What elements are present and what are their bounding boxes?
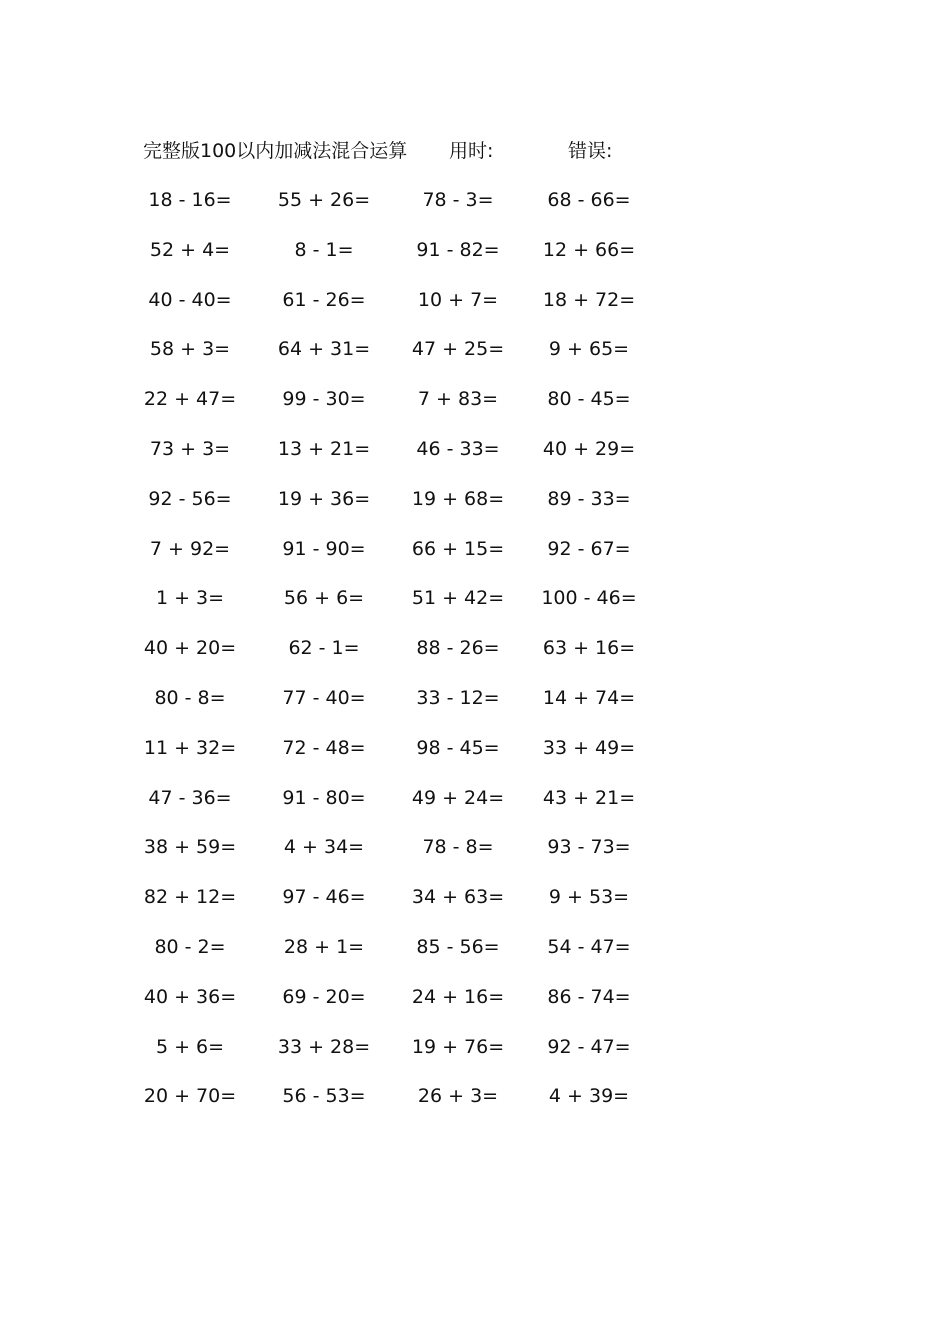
math-problem: 20 + 70= [143, 1085, 237, 1108]
problem-row [0, 1076, 950, 1126]
problem-row [0, 479, 950, 529]
math-problem: 13 + 21= [277, 437, 371, 460]
math-problem: 46 - 33= [416, 437, 500, 460]
math-problem: 73 + 3= [149, 437, 231, 460]
math-problem: 4 + 34= [283, 836, 365, 859]
math-problem: 40 + 29= [542, 437, 636, 460]
math-problem: 11 + 32= [143, 736, 237, 759]
math-problem: 33 + 49= [542, 736, 636, 759]
math-problem: 66 + 15= [411, 537, 505, 560]
math-problem: 93 - 73= [547, 836, 631, 859]
math-problem: 24 + 16= [411, 985, 505, 1008]
math-problem: 82 + 12= [143, 886, 237, 909]
math-problem: 89 - 33= [547, 487, 631, 510]
math-problem: 18 + 72= [542, 288, 636, 311]
math-problem: 33 + 28= [277, 1035, 371, 1058]
problem-row [0, 280, 950, 330]
math-problem: 51 + 42= [411, 587, 505, 610]
error-count-label: 错误: [568, 140, 613, 162]
math-problem: 97 - 46= [282, 886, 366, 909]
math-problem: 91 - 80= [282, 786, 366, 809]
problem-row [0, 329, 950, 379]
math-problem: 85 - 56= [416, 935, 500, 958]
time-used-label: 用时: [449, 140, 494, 162]
math-problem: 92 - 47= [547, 1035, 631, 1058]
math-problem: 91 - 90= [282, 537, 366, 560]
problem-grid [0, 180, 950, 1126]
problem-row [0, 578, 950, 628]
math-problem: 40 - 40= [148, 288, 232, 311]
problem-row [0, 1027, 950, 1077]
math-problem: 56 + 6= [283, 587, 365, 610]
problem-row [0, 529, 950, 579]
math-problem: 64 + 31= [277, 338, 371, 361]
problem-row [0, 379, 950, 429]
math-problem: 98 - 45= [416, 736, 500, 759]
math-problem: 43 + 21= [542, 786, 636, 809]
problem-row [0, 678, 950, 728]
math-problem: 7 + 92= [149, 537, 231, 560]
math-problem: 19 + 36= [277, 487, 371, 510]
math-problem: 80 - 2= [154, 935, 226, 958]
problem-row [0, 927, 950, 977]
problem-row [0, 429, 950, 479]
problem-row [0, 628, 950, 678]
math-problem: 49 + 24= [411, 786, 505, 809]
math-problem: 40 + 36= [143, 985, 237, 1008]
math-problem: 10 + 7= [417, 288, 499, 311]
math-problem: 19 + 68= [411, 487, 505, 510]
math-problem: 14 + 74= [542, 686, 636, 709]
problem-row [0, 827, 950, 877]
math-problem: 72 - 48= [282, 736, 366, 759]
math-problem: 19 + 76= [411, 1035, 505, 1058]
math-problem: 18 - 16= [148, 189, 232, 211]
math-problem: 55 + 26= [277, 189, 371, 211]
math-problem: 88 - 26= [416, 637, 500, 660]
math-problem: 54 - 47= [547, 935, 631, 958]
math-problem: 26 + 3= [417, 1085, 499, 1108]
math-problem: 58 + 3= [149, 338, 231, 361]
math-problem: 99 - 30= [282, 388, 366, 411]
math-problem: 91 - 82= [416, 238, 500, 261]
math-problem: 56 - 53= [282, 1085, 366, 1108]
math-problem: 28 + 1= [283, 935, 365, 958]
math-problem: 9 + 53= [548, 886, 630, 909]
math-problem: 7 + 83= [417, 388, 499, 411]
math-problem: 12 + 66= [542, 238, 636, 261]
worksheet-header [0, 136, 950, 166]
worksheet-title: 完整版100以内加减法混合运算 [143, 140, 408, 162]
math-problem: 9 + 65= [548, 338, 630, 361]
math-problem: 8 - 1= [294, 238, 354, 261]
math-problem: 68 - 66= [547, 189, 631, 211]
math-problem: 4 + 39= [548, 1085, 630, 1108]
math-problem: 5 + 6= [155, 1035, 225, 1058]
math-problem: 33 - 12= [416, 686, 500, 709]
math-problem: 80 - 45= [547, 388, 631, 411]
math-problem: 100 - 46= [541, 587, 637, 610]
math-problem: 78 - 8= [422, 836, 494, 859]
math-problem: 69 - 20= [282, 985, 366, 1008]
math-problem: 63 + 16= [542, 637, 636, 660]
problem-row [0, 230, 950, 280]
problem-row [0, 728, 950, 778]
math-problem: 1 + 3= [155, 587, 225, 610]
problem-row [0, 778, 950, 828]
math-problem: 61 - 26= [282, 288, 366, 311]
math-problem: 80 - 8= [154, 686, 226, 709]
math-problem: 40 + 20= [143, 637, 237, 660]
problem-row [0, 877, 950, 927]
math-problem: 22 + 47= [143, 388, 237, 411]
problem-row [0, 977, 950, 1027]
math-problem: 92 - 67= [547, 537, 631, 560]
math-problem: 47 - 36= [148, 786, 232, 809]
math-problem: 34 + 63= [411, 886, 505, 909]
math-problem: 47 + 25= [411, 338, 505, 361]
math-problem: 77 - 40= [282, 686, 366, 709]
math-problem: 78 - 3= [422, 189, 494, 211]
math-problem: 52 + 4= [149, 238, 231, 261]
math-problem: 92 - 56= [148, 487, 232, 510]
math-problem: 38 + 59= [143, 836, 237, 859]
math-problem: 86 - 74= [547, 985, 631, 1008]
problem-row [0, 180, 950, 230]
math-problem: 62 - 1= [288, 637, 360, 660]
